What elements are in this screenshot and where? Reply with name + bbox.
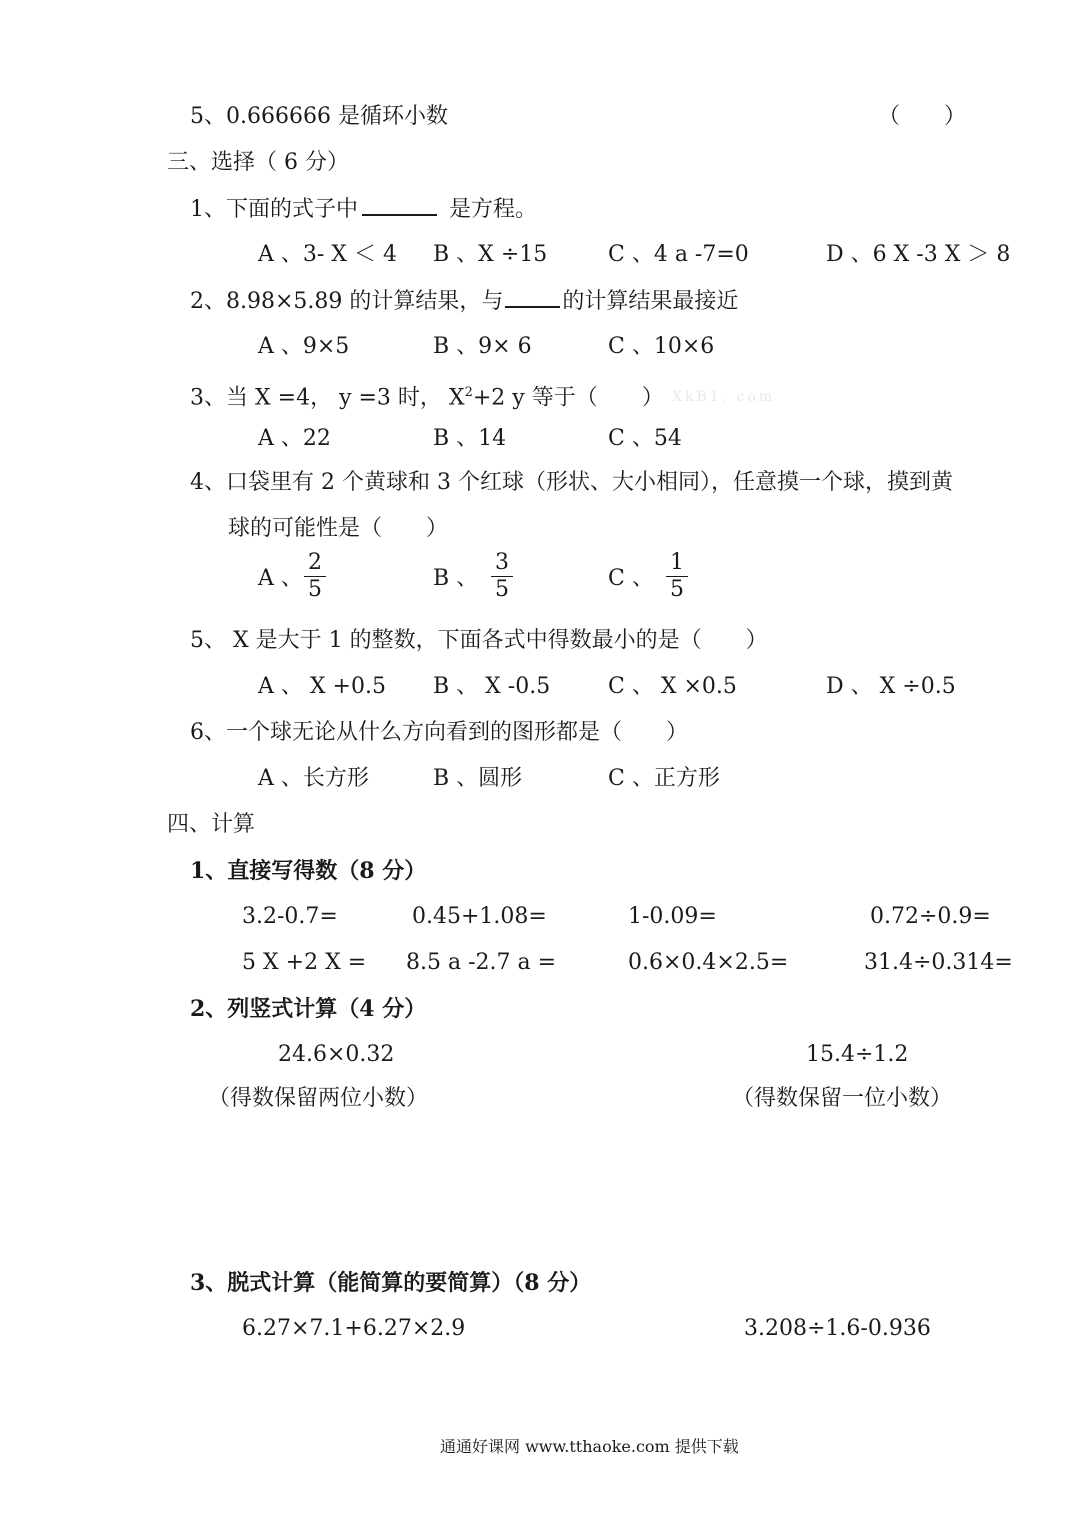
section-4-title: 四、计算	[167, 812, 256, 837]
part1-title: 1、直接写得数（8 分）	[190, 858, 427, 884]
q5-stem: 5、 X 是大于 1 的整数，下面各式中得数最小的是（ ）	[190, 628, 768, 653]
q1-option-a: A 、3- X ＜ 4	[258, 242, 397, 267]
part3-title: 3、脱式计算（能简算的要简算）（8 分）	[190, 1270, 592, 1296]
q1-option-b: B 、X ÷15	[433, 242, 548, 267]
q1-prefix: 1、下面的式子中	[190, 197, 358, 222]
oral-calc-item: 0.45+1.08=	[412, 904, 547, 929]
q4-stem-line1: 4、口袋里有 2 个黄球和 3 个红球（形状、大小相同），任意摸一个球，摸到黄	[190, 470, 953, 495]
q4-option-a-fraction	[304, 552, 326, 601]
oral-calc-item: 5 X +2 X =	[242, 950, 367, 975]
judge-item-5-answer-paren: （ ）	[878, 104, 967, 129]
q6-option-b: B 、圆形	[433, 766, 523, 791]
fraction-numerator: 1	[670, 550, 684, 575]
oral-calc-item: 1-0.09=	[628, 904, 717, 929]
q3-option-c: C 、54	[608, 426, 682, 451]
q6-option-c: C 、正方形	[608, 766, 720, 791]
judge-item-5: 5、0.666666 是循环小数	[190, 104, 448, 129]
fraction-denominator: 5	[495, 577, 509, 602]
watermark: XkB1. com	[672, 389, 776, 405]
q3-option-b: B 、14	[433, 426, 507, 451]
q3-stem	[190, 378, 664, 413]
step-calc-left: 6.27×7.1+6.27×2.9	[242, 1316, 466, 1341]
q3-exponent: 2	[464, 385, 473, 400]
q1-stem	[190, 194, 537, 225]
q3-prefix: 3、当 X =4， y =3 时， X	[190, 385, 465, 411]
q1-option-c: C 、4 a -7=0	[608, 242, 749, 267]
q6-stem: 6、一个球无论从什么方向看到的图形都是（ ）	[190, 720, 688, 745]
q3-suffix: +2 y 等于（ ）	[472, 385, 664, 411]
oral-calc-item: 3.2-0.7=	[242, 904, 338, 929]
oral-calc-item: 0.72÷0.9=	[870, 904, 991, 929]
q3-option-a: A 、22	[258, 426, 331, 451]
fraction-denominator: 5	[308, 577, 322, 602]
q4-stem-line2: 球的可能性是（ ）	[228, 516, 449, 541]
q1-blank	[362, 194, 437, 216]
q2-prefix: 2、8.98×5.89 的计算结果，与	[190, 289, 504, 314]
section-3-title: 三、选择（ 6 分）	[167, 150, 349, 175]
q2-blank	[505, 286, 560, 308]
fraction-numerator: 2	[308, 550, 322, 575]
part2-title: 2、列竖式计算（4 分）	[190, 996, 427, 1022]
fraction-denominator: 5	[670, 577, 684, 602]
q2-stem	[190, 286, 738, 317]
q5-option-b: B 、 X -0.5	[433, 674, 551, 699]
vertical-calc-left: 24.6×0.32	[278, 1042, 395, 1067]
q6-option-a: A 、长方形	[258, 766, 369, 791]
q5-option-c: C 、 X ×0.5	[608, 674, 737, 699]
footer: 通通好课网 www.tthaoke.com 提供下载	[440, 1437, 739, 1456]
oral-calc-item: 31.4÷0.314=	[864, 950, 1013, 975]
step-calc-right: 3.208÷1.6-0.936	[744, 1316, 931, 1341]
q1-option-d: D 、6 X -3 X ＞ 8	[826, 242, 1011, 267]
oral-calc-item: 8.5 a -2.7 a =	[406, 950, 557, 975]
q2-option-a: A 、9×5	[258, 334, 350, 359]
q5-option-d: D 、 X ÷0.5	[826, 674, 956, 699]
q1-suffix: 是方程。	[449, 197, 538, 222]
q4-option-c-fraction	[666, 552, 688, 601]
vertical-calc-right: 15.4÷1.2	[806, 1042, 909, 1067]
q4-option-b-label: B 、	[433, 566, 479, 591]
vertical-calc-right-note: （得数保留一位小数）	[732, 1086, 953, 1111]
q4-option-c-label: C 、	[608, 566, 654, 591]
vertical-calc-left-note: （得数保留两位小数）	[208, 1086, 429, 1111]
fraction-numerator: 3	[495, 550, 509, 575]
q2-suffix: 的计算结果最接近	[562, 289, 739, 314]
oral-calc-item: 0.6×0.4×2.5=	[628, 950, 789, 975]
q4-option-b-fraction	[491, 552, 513, 601]
q5-option-a: A 、 X +0.5	[258, 674, 386, 699]
q2-option-b: B 、9× 6	[433, 334, 532, 359]
q4-option-a-label: A 、	[258, 566, 303, 591]
q2-option-c: C 、10×6	[608, 334, 715, 359]
